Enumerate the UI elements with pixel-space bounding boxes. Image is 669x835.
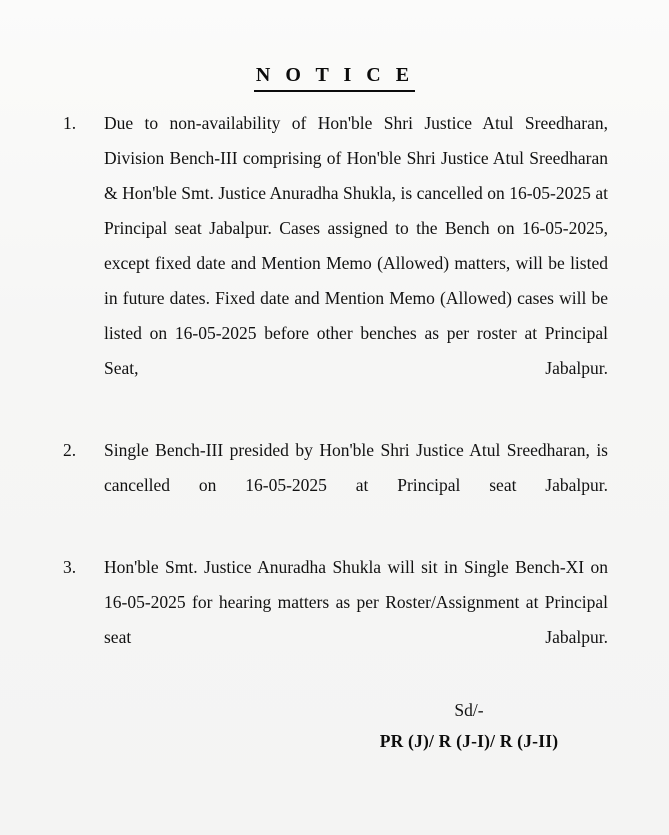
- signature-designation: PR (J)/ R (J-I)/ R (J-II): [379, 731, 559, 751]
- page-title: [0, 64, 669, 92]
- page-title-text: N O T I C E: [254, 64, 415, 92]
- paragraph-text-1: Due to non-availability of Hon'ble Shri Justice Atul Sreedharan, Division Bench-III comprising of Hon'ble Shri Justice Atul Sreedharan & Hon'ble Smt. Justice Anuradha Shukla, is cancelled on 16-05-2025 at Principal seat Jabalpur. Cases assigned to the Bench on 16-05-2025, except fixed date and Mention Memo (Allowed) matters, will be listed in future dates. Fixed date and Mention Memo (Allowed) cases will be listed on 16-05-2025 before other benches as per roster at Principal Seat, Jabalpur.: [104, 113, 608, 378]
- signature-block: [330, 695, 608, 757]
- paragraph-text-2: Single Bench-III presided by Hon'ble Shri Justice Atul Sreedharan, is cancelled on 16-05-2025 at Principal seat Jabalpur.: [104, 440, 608, 495]
- notice-paragraph-1: [60, 106, 608, 421]
- paragraph-number-3: 3.: [63, 557, 77, 577]
- paragraph-text-3: Hon'ble Smt. Justice Anuradha Shukla will sit in Single Bench-XI on 16-05-2025 for hearing matters as per Roster/Assignment at Principal seat Jabalpur.: [104, 557, 608, 647]
- notice-paragraph-2: [60, 433, 608, 538]
- paragraph-number-1: 1.: [63, 113, 77, 133]
- notice-paragraph-3: [60, 550, 608, 690]
- signature-sd-line: Sd/-: [454, 700, 484, 720]
- notice-body: [60, 106, 608, 690]
- paragraph-number-2: 2.: [63, 440, 77, 460]
